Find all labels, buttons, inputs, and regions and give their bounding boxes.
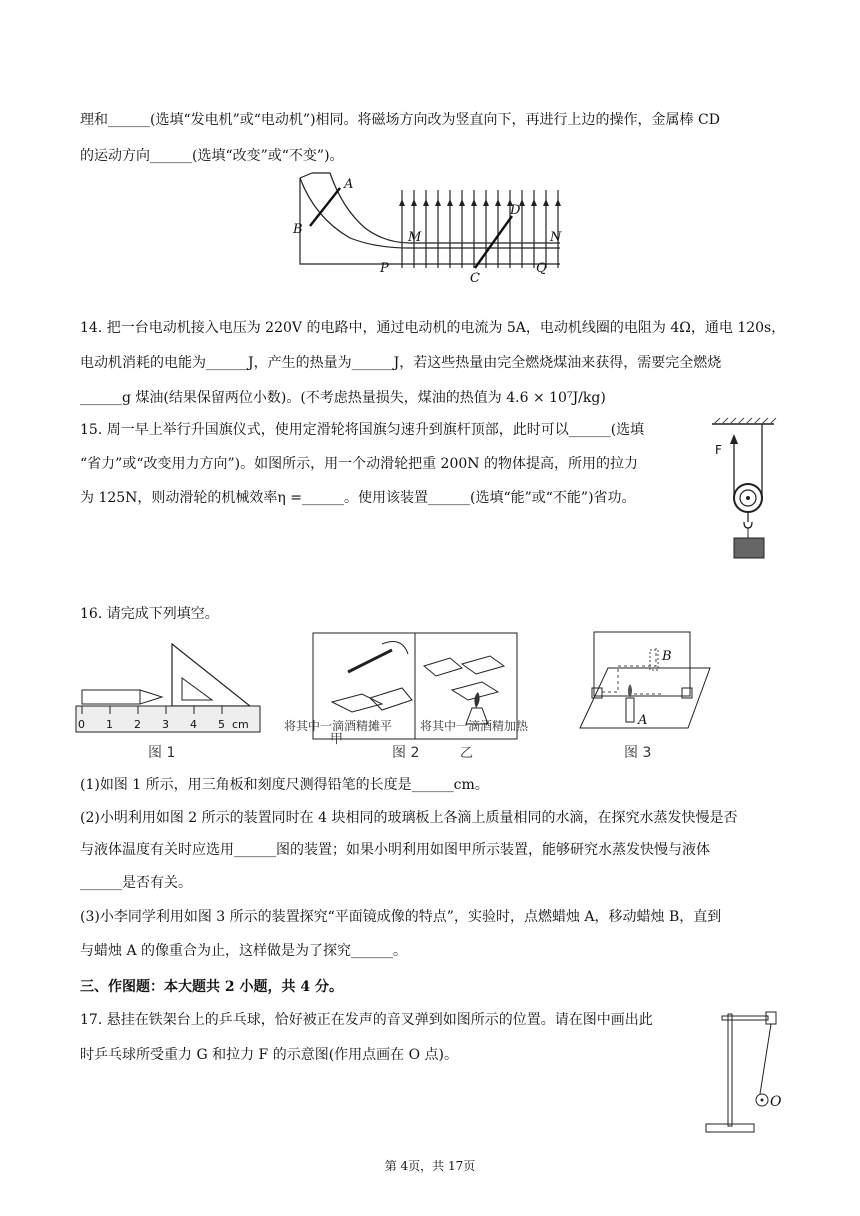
fig2-caption: 图 2 — [392, 745, 420, 761]
rail-magnetic-field-figure — [290, 168, 580, 286]
label-A: A — [344, 177, 354, 192]
q14-line2: 电动机消耗的电能为______J，产生的热量为______J，若这些热量由完全燃烧煤油来获得，需要完全燃烧 — [80, 355, 722, 371]
label-M: M — [408, 230, 422, 245]
q16-part3-line1: (3)小李同学利用如图 3 所示的装置探究“平面镜成像的特点”，实验时，点燃蜡烛 A，移动蜡烛 B，直到 — [80, 909, 722, 925]
label-B: B — [293, 222, 303, 237]
q15-line3: 为 125N，则动滑轮的机械效率η =______。使用该装置______(选填“能”或“不能”)省功。 — [80, 490, 636, 506]
iron-stand-figure — [700, 1006, 792, 1138]
q14-line1: 14. 把一台电动机接入电压为 220V 的电路中，通过电动机的电流为 5A，电动机线圈的电阻为 4Ω，通电 120s， — [80, 320, 786, 336]
q14-line3: ______g 煤油(结果保留两位小数)。(不考虑热量损失，煤油的热值为 4.6 × 10⁷J/kg) — [80, 390, 606, 406]
evaporation-figure — [284, 632, 529, 740]
fig1-caption: 图 1 — [148, 745, 176, 761]
tick-0: 0 — [78, 718, 85, 731]
label-Q: Q — [536, 261, 547, 276]
label-B-fig3: B — [662, 649, 672, 664]
q16-part1: (1)如图 1 所示，用三角板和刻度尺测得铅笔的长度是______cm。 — [80, 777, 489, 793]
fig2-sub-left: 甲 — [330, 732, 344, 747]
q17-line1: 17. 悬挂在铁架台上的乒乓球，恰好被正在发声的音叉弹到如图所示的位置。请在图中画出此 — [80, 1012, 653, 1028]
fig2-label-left: 将其中一滴酒精摊平 — [284, 719, 393, 733]
page-footer: 第 4页，共 17页 — [384, 1159, 476, 1173]
tick-cm: cm — [232, 718, 249, 731]
fig2-sub-right: 乙 — [460, 746, 474, 761]
section-heading-drawing: 三、作图题：本大题共 2 小题，共 4 分。 — [80, 979, 343, 995]
label-C: C — [470, 271, 480, 286]
tick-2: 2 — [134, 718, 141, 731]
text-line-direction: 的运动方向______(选填“改变”或“不变”)。 — [80, 148, 344, 164]
tick-3: 3 — [162, 718, 169, 731]
text-line-motor-principle: 理和______(选填“发电机”或“电动机”)相同。将磁场方向改为竖直向下，再进行上边的操作，金属棒 CD — [80, 112, 720, 128]
label-A-fig3: A — [638, 713, 648, 728]
q16-part3-line2: 与蜡烛 A 的像重合为止，这样做是为了探究______。 — [80, 943, 408, 959]
label-D: D — [510, 203, 521, 218]
tick-1: 1 — [106, 718, 113, 731]
label-F: F — [715, 443, 722, 457]
q16-title: 16. 请完成下列填空。 — [80, 606, 219, 622]
mirror-figure — [578, 628, 712, 740]
ruler-figure — [72, 640, 272, 740]
q16-part2-line2: 与液体温度有关时应选用______图的装置；如果小明利用如图甲所示装置，能够研究水蒸发快慢与液体 — [80, 842, 710, 858]
q16-part2-line1: (2)小明利用如图 2 所示的装置同时在 4 块相同的玻璃板上各滴上质量相同的水滴，在探究水蒸发快慢是否 — [80, 810, 738, 826]
label-P: P — [380, 261, 389, 276]
q16-part2-line3: ______是否有关。 — [80, 875, 192, 891]
label-N: N — [550, 230, 562, 245]
movable-pulley-figure — [708, 418, 778, 563]
fig2-label-right: 将其中一滴酒精加热 — [420, 719, 529, 733]
q17-line2: 时乒乓球所受重力 G 和拉力 F 的示意图(作用点画在 O 点)。 — [80, 1047, 458, 1063]
tick-5: 5 — [218, 718, 225, 731]
tick-4: 4 — [190, 718, 197, 731]
label-O: O — [770, 1094, 782, 1110]
q15-line1: 15. 周一早上举行升国旗仪式，使用定滑轮将国旗匀速升到旗杆顶部，此时可以______(选填 — [80, 422, 645, 438]
fig3-caption: 图 3 — [624, 745, 652, 761]
q15-line2: “省力”或“改变用力方向”)。如图所示，用一个动滑轮把重 200N 的物体提高，所用的拉力 — [80, 456, 638, 472]
